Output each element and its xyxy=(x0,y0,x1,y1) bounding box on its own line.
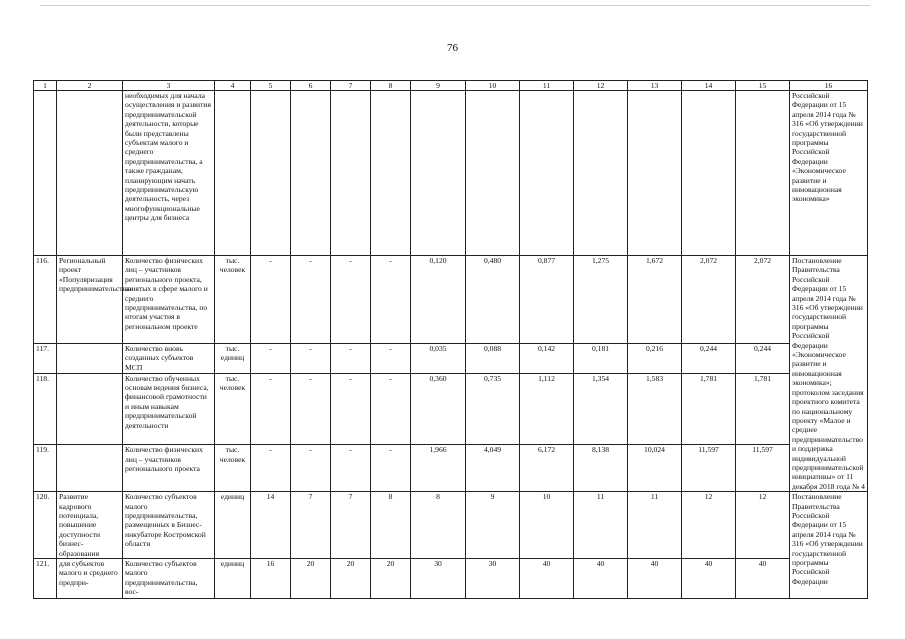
value-cell: - xyxy=(291,445,331,492)
value-cell: 1,354 xyxy=(574,373,628,444)
table-row xyxy=(34,373,868,444)
value-cell: 12 xyxy=(682,492,736,559)
value-cell: 40 xyxy=(682,559,736,599)
project-cell: Региональный проект «Популяризация предпринимательства» xyxy=(57,256,123,344)
value-cell: - xyxy=(331,373,371,444)
value-cell: 0,181 xyxy=(574,343,628,373)
column-header: 3 xyxy=(123,81,215,91)
project-cell xyxy=(57,343,123,373)
row-number: 117. xyxy=(34,343,57,373)
value-cell: - xyxy=(371,373,411,444)
value-cell: 40 xyxy=(736,559,790,599)
value-cell: 2,072 xyxy=(736,256,790,344)
scan-edge-line xyxy=(40,5,870,6)
column-header: 15 xyxy=(736,81,790,91)
value-cell: 0,360 xyxy=(411,373,466,444)
value-cell: 1,672 xyxy=(628,256,682,344)
column-header: 2 xyxy=(57,81,123,91)
value-cell: - xyxy=(251,256,291,344)
value-cell: 20 xyxy=(331,559,371,599)
column-header: 6 xyxy=(291,81,331,91)
value-cell: 1,781 xyxy=(682,373,736,444)
indicator-cell: Количество физических лиц – участников регионального проекта xyxy=(123,445,215,492)
value-cell: 0,142 xyxy=(520,343,574,373)
column-header: 13 xyxy=(628,81,682,91)
column-header: 9 xyxy=(411,81,466,91)
project-cell: для субъектов малого и среднего предпри- xyxy=(57,559,123,599)
basis-cell: Постановление Правительства Российской Федерации от 15 апреля 2014 года № 316 «Об утверждении государственной программы Российской Федерации «Экономическое развитие и инновационная экономика»; протоколом заседания проектного комитета по национальному проекту «Малое и среднее предпринимательство и поддержка индивидуальной предпринимательской инициативы» от 11 декабря 2018 года № 4 xyxy=(790,256,868,492)
value-cell: 8 xyxy=(371,492,411,559)
unit-cell: единиц xyxy=(215,559,251,599)
value-cell: - xyxy=(371,343,411,373)
value-cell: 0,216 xyxy=(628,343,682,373)
row-number: 116. xyxy=(34,256,57,344)
table-row xyxy=(34,445,868,492)
indicator-cell: Количество вновь созданных субъектов МСП xyxy=(123,343,215,373)
value-cell: - xyxy=(251,373,291,444)
value-cell: - xyxy=(331,343,371,373)
value-cell: 10 xyxy=(520,492,574,559)
row-number: 119. xyxy=(34,445,57,492)
unit-cell: тыс. человек xyxy=(215,256,251,344)
page-number: 76 xyxy=(447,42,458,54)
table-row xyxy=(34,256,868,344)
value-cell: 0,735 xyxy=(466,373,520,444)
data-table xyxy=(33,80,868,599)
value-cell: 0,120 xyxy=(411,256,466,344)
project-cell: Развитие кадрового потенциала, повышение доступности бизнес-образования xyxy=(57,492,123,559)
value-cell: 9 xyxy=(466,492,520,559)
value-cell: 0,480 xyxy=(466,256,520,344)
value-cell: - xyxy=(291,343,331,373)
row-number: 120. xyxy=(34,492,57,559)
value-cell: 40 xyxy=(520,559,574,599)
value-cell: 40 xyxy=(628,559,682,599)
value-cell: - xyxy=(331,256,371,344)
value-cell: - xyxy=(371,256,411,344)
value-cell: 20 xyxy=(371,559,411,599)
unit-cell: тыс. человек xyxy=(215,373,251,444)
table-row xyxy=(34,343,868,373)
unit-cell: тыс. единиц xyxy=(215,343,251,373)
table-row xyxy=(34,492,868,559)
indicator-cell: Количество субъектов малого предпринимательства, вос- xyxy=(123,559,215,599)
value-cell: 1,275 xyxy=(574,256,628,344)
value-cell: 8 xyxy=(411,492,466,559)
value-cell: 20 xyxy=(291,559,331,599)
value-cell: 16 xyxy=(251,559,291,599)
row-number: 121. xyxy=(34,559,57,599)
basis-cell: Постановление Правительства Российской Федерации от 15 апреля 2014 года № 316 «Об утверждении государственной программы Российской Федерации xyxy=(790,492,868,599)
value-cell: - xyxy=(291,373,331,444)
value-cell: 14 xyxy=(251,492,291,559)
indicator-cell: Количество субъектов малого предпринимательства, размещенных в Бизнес-инкубаторе Костромской области xyxy=(123,492,215,559)
value-cell: 11 xyxy=(628,492,682,559)
value-cell: 1,966 xyxy=(411,445,466,492)
value-cell: 1,781 xyxy=(736,373,790,444)
indicator-cell: необходимых для начала осуществления и развития предпринимательской деятельности, которые были представлены субъектам малого и среднего предпринимательства, а также гражданам, планирующим начать предпринимательскую деятельность, через многофункциональные центры для бизнеса xyxy=(123,91,215,256)
unit-cell: единиц xyxy=(215,492,251,559)
value-cell: 0,088 xyxy=(466,343,520,373)
column-header: 4 xyxy=(215,81,251,91)
value-cell: - xyxy=(331,445,371,492)
column-header: 10 xyxy=(466,81,520,91)
value-cell: - xyxy=(291,256,331,344)
value-cell: 12 xyxy=(736,492,790,559)
value-cell: 7 xyxy=(331,492,371,559)
value-cell: 7 xyxy=(291,492,331,559)
value-cell: 11,597 xyxy=(682,445,736,492)
value-cell: - xyxy=(251,445,291,492)
project-cell xyxy=(57,445,123,492)
value-cell: 1,583 xyxy=(628,373,682,444)
column-header: 1 xyxy=(34,81,57,91)
indicator-cell: Количество обученных основам ведения бизнеса, финансовой грамотности и иным навыкам предпринимательской деятельности xyxy=(123,373,215,444)
value-cell: 8,138 xyxy=(574,445,628,492)
value-cell: 1,112 xyxy=(520,373,574,444)
value-cell: 30 xyxy=(411,559,466,599)
row-number: 118. xyxy=(34,373,57,444)
value-cell: 10,024 xyxy=(628,445,682,492)
table-row xyxy=(34,559,868,599)
column-header: 11 xyxy=(520,81,574,91)
value-cell: 6,172 xyxy=(520,445,574,492)
column-header: 16 xyxy=(790,81,868,91)
project-cell xyxy=(57,373,123,444)
value-cell: 11 xyxy=(574,492,628,559)
column-header: 12 xyxy=(574,81,628,91)
column-header: 5 xyxy=(251,81,291,91)
unit-cell: тыс. человек xyxy=(215,445,251,492)
indicator-cell: Количество физических лиц – участников регионального проекта, занятых в сфере малого и среднего предпринимательства, по итогам участия в региональном проекте xyxy=(123,256,215,344)
column-header: 14 xyxy=(682,81,736,91)
value-cell: 40 xyxy=(574,559,628,599)
value-cell: - xyxy=(251,343,291,373)
value-cell: - xyxy=(371,445,411,492)
value-cell: 0,035 xyxy=(411,343,466,373)
value-cell: 2,072 xyxy=(682,256,736,344)
value-cell: 0,244 xyxy=(682,343,736,373)
column-header: 7 xyxy=(331,81,371,91)
column-header: 8 xyxy=(371,81,411,91)
column-number-row xyxy=(34,81,868,91)
value-cell: 30 xyxy=(466,559,520,599)
value-cell: 0,877 xyxy=(520,256,574,344)
value-cell: 11,597 xyxy=(736,445,790,492)
value-cell: 4,049 xyxy=(466,445,520,492)
value-cell: 0,244 xyxy=(736,343,790,373)
basis-cell: Российской Федерации от 15 апреля 2014 года № 316 «Об утверждении государственной программы Российской Федерации «Экономическое развитие и инновационная экономика» xyxy=(790,91,868,256)
continued-row xyxy=(34,91,868,256)
